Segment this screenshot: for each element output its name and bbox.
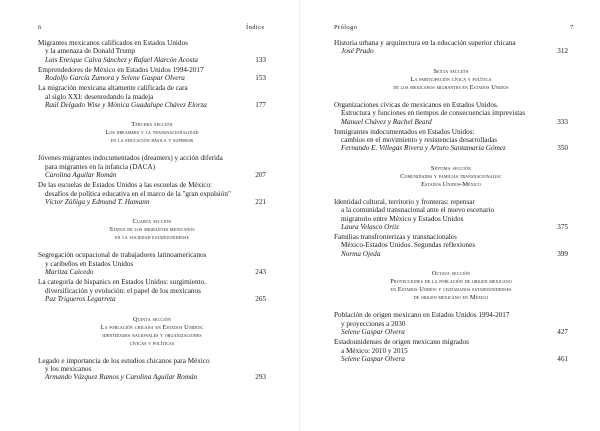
section-label: Quinta sección: [132, 315, 172, 323]
section-heading: [334, 165, 568, 189]
running-head: Índice: [246, 24, 265, 31]
toc-entry: [38, 39, 266, 64]
section-title-line: Estados Unidos-México: [421, 180, 481, 188]
toc-entry: [334, 128, 568, 153]
page-number: 6: [38, 24, 42, 31]
toc-entry-title-line: Migrantes mexicanos calificados en Estados Unidos: [38, 39, 188, 47]
toc-entry-page-number: 399: [557, 249, 568, 258]
section-label: Tercera sección: [131, 121, 173, 129]
toc-entry-page-number: 243: [255, 268, 266, 277]
toc-entry-authors: Maritza Caicedo: [45, 268, 94, 277]
toc-entry: [334, 338, 568, 363]
right-toc: [334, 39, 568, 365]
section-title-line: Proyecciones de la población de origen mexicano: [390, 278, 512, 286]
toc-entry-authors: Luis Enrique Calva Sánchez y Rafael Alarcón Acosta: [45, 55, 198, 64]
section-title-line: identidades nacionales y organizaciones: [102, 331, 202, 339]
left-toc: [38, 39, 266, 383]
toc-entry-authors: Selene Gaspar Olvera: [341, 328, 405, 337]
toc-entry-page-number: 375: [557, 223, 568, 232]
section-label: Sexta sección: [433, 67, 469, 75]
toc-entry-authors: Carolina Aguilar Román: [45, 171, 117, 180]
toc-entry: [38, 278, 266, 303]
toc-entry-title-line: a la comunidad transnacional ante el nuevo escenario: [341, 206, 495, 215]
toc-entry: [38, 181, 266, 206]
toc-entry: [334, 39, 568, 56]
toc-entry-title-line: al siglo XXI: desenredando la madeja: [45, 92, 154, 101]
toc-entry-title-line: Emprendedores de México en Estados Unidos 1994-2017: [38, 65, 204, 74]
toc-entry-title-line: Jóvenes migrantes indocumentados (dreamers) y acción diferida: [38, 154, 223, 163]
section-heading: [38, 218, 266, 242]
toc-entry-title-line: De las escuelas de Estados Unidos a las escuelas de México:: [38, 181, 213, 190]
section-title-line: Comunidades y familias transnacionales:: [400, 172, 502, 180]
toc-entry-title-line: Organizaciones cívicas de mexicanos en Estados Unidos.: [334, 100, 499, 109]
toc-entry-page-number: 312: [557, 47, 568, 56]
toc-entry-title-line: diversificación y evolución: el papel de los mexicanos: [45, 286, 201, 295]
toc-entry-title-line: Estructura y funciones en tiempos de consecuencias imprevistas: [341, 109, 526, 118]
toc-entry-authors: Fernando E. Villegas Rivera y Arturo Santamaría Gómez: [341, 144, 506, 153]
section-title-line: La población chicana en Estados Unidos:: [100, 323, 204, 331]
section-title-line: en la educación básica y superior: [110, 137, 194, 145]
section-label: Octava sección: [431, 270, 471, 278]
toc-entry-authors: Norma Ojeda: [341, 249, 381, 258]
toc-entry-title-line: y la amenaza de Donald Trump: [45, 47, 136, 56]
toc-entry-page-number: 265: [255, 295, 266, 304]
toc-entry-page-number: 461: [557, 354, 568, 363]
toc-entry-authors: Selene Gaspar Olvera: [341, 354, 405, 363]
toc-entry-authors: José Prado: [341, 47, 374, 56]
toc-entry: [38, 251, 266, 276]
section-title-line: La participación cívica y política: [410, 75, 492, 83]
toc-entry: [38, 84, 266, 109]
toc-entry-authors: Armando Vázquez Ramos y Carolina Aguilar Román: [45, 373, 198, 382]
toc-entry-authors: Rodolfo García Zamora y Selene Gaspar Olvera: [45, 74, 185, 83]
toc-entry-title-line: Identidad cultural, territorio y fronteras: repensar: [334, 197, 475, 206]
toc-entry-title-line: Segregación ocupacional de trabajadores latinoamericanos: [38, 251, 207, 260]
section-title-line: Los dreamers y la transnacionalidad: [105, 129, 199, 137]
toc-entry-page-number: 133: [255, 55, 266, 64]
toc-entry-title-line: y los mexicanos: [45, 364, 92, 373]
toc-entry-title-line: Inmigrantes indocumentados en Estados Unidos:: [334, 127, 475, 136]
toc-entry-page-number: 153: [255, 74, 266, 83]
toc-entry-authors: Laura Velasco Ortiz: [341, 223, 399, 232]
toc-entry-title-line: La migración mexicana altamente calificada de cara: [38, 84, 188, 93]
section-title-line: de los mexicanos migrantes en Estados Unidos: [393, 83, 509, 91]
toc-entry-title-line: y proyecciones a 2030: [341, 319, 406, 328]
section-title-line: en la sociedad estadounidense: [114, 234, 190, 242]
toc-entry-page-number: 427: [557, 328, 568, 337]
toc-entry-title-line: La categoría de hispanics en Estados Unidos: surgimiento,: [38, 278, 206, 287]
toc-entry-authors: Manuel Chávez y Rachel Beard: [341, 117, 432, 126]
toc-entry-authors: Víctor Zúñiga y Edmund T. Hamann: [45, 198, 150, 207]
toc-entry-page-number: 221: [255, 198, 266, 207]
section-heading: [334, 68, 568, 92]
toc-entry-page-number: 333: [557, 117, 568, 126]
toc-entry: [38, 154, 266, 179]
section-title-line: cívicas y políticas: [129, 339, 175, 347]
section-title-line: en Estados Unidos y ciudadanos estadounidenses: [390, 286, 512, 294]
toc-entry: [38, 66, 266, 83]
toc-entry-page-number: 207: [255, 171, 266, 180]
toc-entry-title-line: para migrantes en la infancia (DACA): [45, 162, 155, 171]
toc-entry-page-number: 350: [557, 144, 568, 153]
toc-entry-title-line: migratorio entre México y Estados Unidos: [341, 214, 464, 223]
section-label: Séptima sección: [430, 164, 472, 172]
toc-entry-authors: Raúl Delgado Wise y Mónica Guadalupe Chávez Elorza: [45, 101, 207, 110]
toc-entry-title-line: cambios en el movimiento y resistencias desarrolladas: [341, 136, 498, 145]
section-title-line: de origen mexicano en México: [413, 294, 489, 302]
toc-entry-title-line: Familias transfronterizas y transnacionales: [334, 233, 457, 242]
section-heading: [38, 316, 266, 348]
toc-entry: [334, 311, 568, 336]
toc-entry: [38, 357, 266, 382]
toc-entry-title-line: Población de origen mexicano en Estados Unidos 1994-2017: [334, 311, 510, 320]
toc-entry-title-line: y caribeños en Estados Unidos: [45, 259, 134, 268]
toc-entry-title-line: México-Estados Unidos. Segundas reflexiones: [341, 241, 476, 250]
toc-entry-authors: Paz Trigueros Legarreta: [45, 295, 116, 304]
toc-entry-title-line: Historia urbana y arquitectura en la educación superior chicana: [334, 39, 516, 47]
toc-entry-title-line: desafíos de política educativa en el marco de la "gran expulsión": [45, 189, 231, 198]
page-number: 7: [570, 24, 574, 31]
toc-entry: [334, 198, 568, 232]
toc-entry-title-line: Legado e importancia de los estudios chicanos para México: [38, 356, 210, 365]
section-heading: [38, 121, 266, 145]
toc-entry: [334, 101, 568, 126]
section-title-line: Status de los migrantes mexicanos: [109, 226, 195, 234]
toc-entry: [334, 233, 568, 258]
section-heading: [334, 270, 568, 302]
toc-entry-page-number: 177: [255, 101, 266, 110]
toc-entry-page-number: 293: [255, 373, 266, 382]
running-head: Prólogo: [334, 24, 358, 31]
toc-entry-title-line: Estadounidenses de origen mexicano migrados: [334, 338, 469, 347]
section-label: Cuarta sección: [132, 218, 172, 226]
toc-entry-title-line: a México: 2010 y 2015: [341, 346, 408, 355]
